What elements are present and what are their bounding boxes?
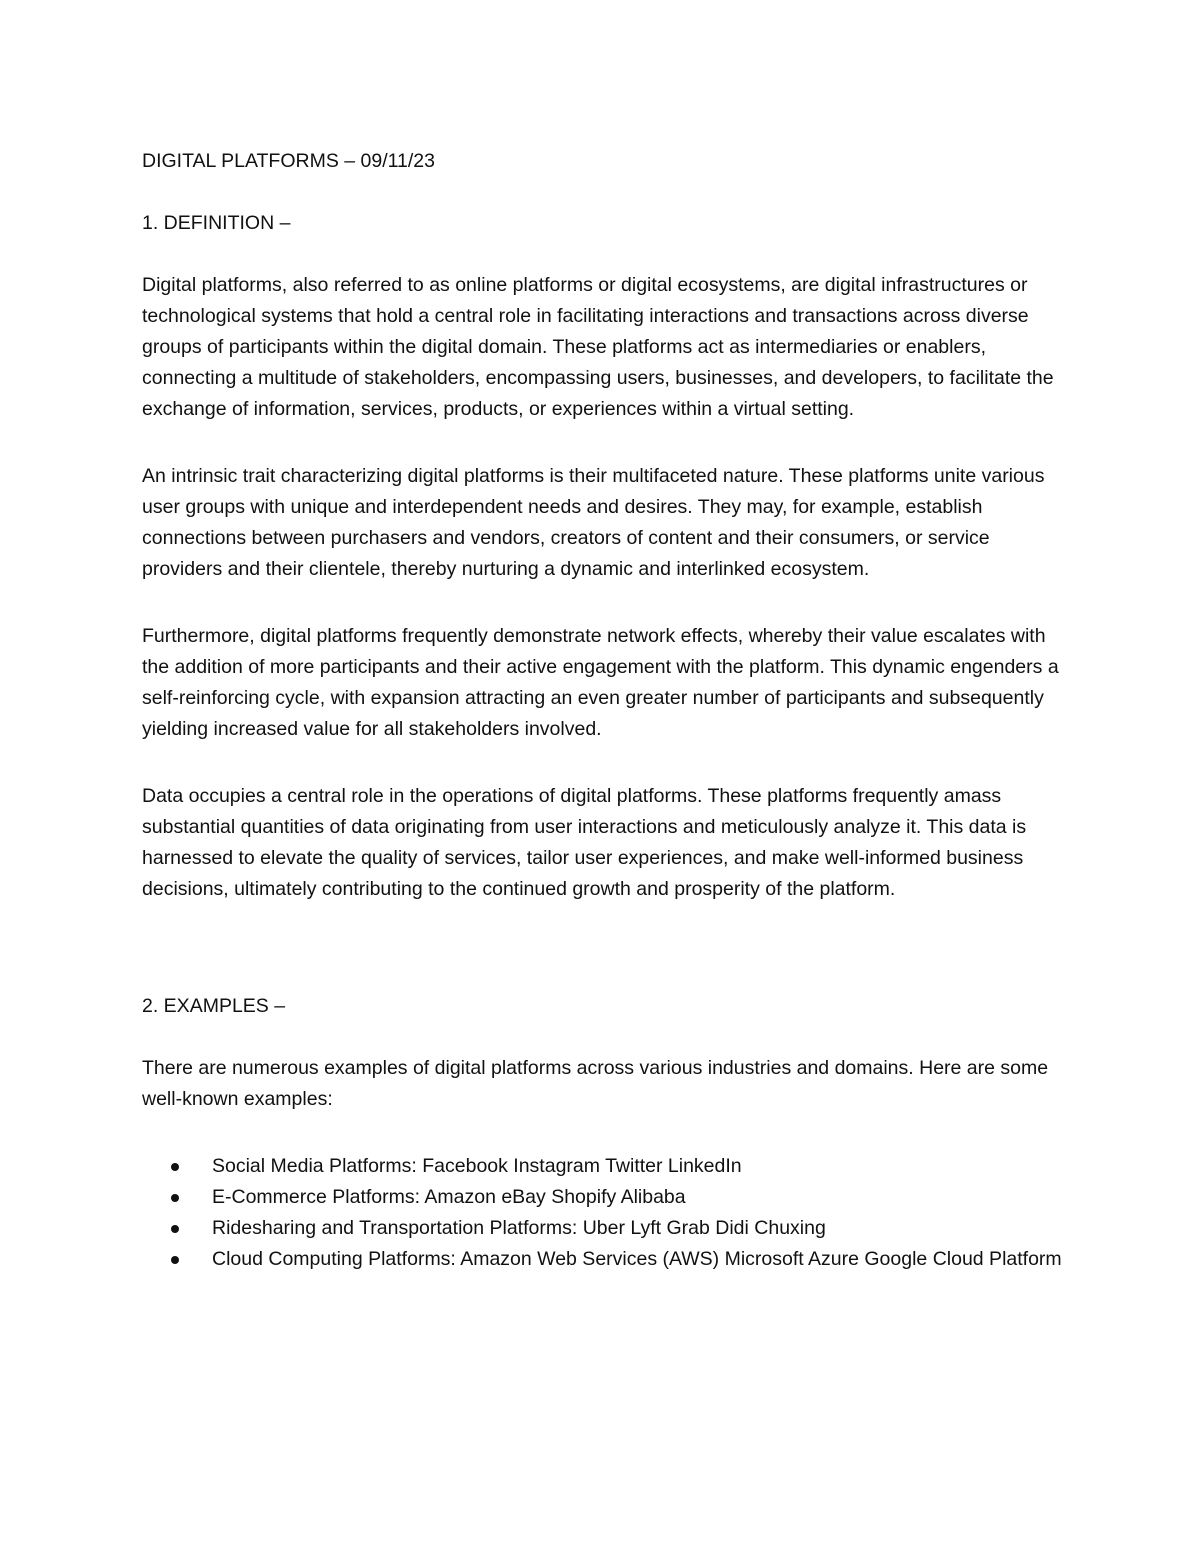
document-title: DIGITAL PLATFORMS – 09/11/23 (142, 150, 435, 172)
list-item-text: Cloud Computing Platforms: Amazon Web Services (AWS) Microsoft Azure Google Cloud Platform (212, 1248, 1062, 1270)
section-heading-examples: 2. EXAMPLES – (142, 995, 286, 1017)
list-item (212, 1182, 1062, 1213)
examples-bullet-list (142, 1151, 1062, 1275)
list-item (212, 1244, 1062, 1275)
bullet-icon (171, 1194, 179, 1202)
bullet-icon (171, 1225, 179, 1233)
list-item-text: Social Media Platforms: Facebook Instagram Twitter LinkedIn (212, 1155, 742, 1177)
list-item (212, 1151, 1062, 1182)
examples-intro-paragraph: There are numerous examples of digital platforms across various industries and domains. Here are some well-known examples: (142, 1057, 1049, 1110)
definition-paragraph-1: Digital platforms, also referred to as online platforms or digital ecosystems, are digital infrastructures or technological systems that hold a central role in facilitating interactions and transactions across diverse groups of participants within the digital domain. These platforms act as intermediaries or enablers, connecting a multitude of stakeholders, encompassing users, businesses, and developers, to facilitate the exchange of information, services, products, or experiences within a virtual setting. (142, 274, 1054, 420)
definition-paragraph-4: Data occupies a central role in the operations of digital platforms. These platforms frequently amass substantial quantities of data originating from user interactions and meticulously analyze it. This data is harnessed to elevate the quality of services, tailor user experiences, and make well-informed business decisions, ultimately contributing to the continued growth and prosperity of the platform. (142, 785, 1027, 900)
definition-paragraph-2: An intrinsic trait characterizing digital platforms is their multifaceted nature. These platforms unite various user groups with unique and interdependent needs and desires. They may, for example, establish connections between purchasers and vendors, creators of content and their consumers, or service providers and their clientele, thereby nurturing a dynamic and interlinked ecosystem. (142, 465, 1045, 580)
bullet-icon (171, 1163, 179, 1171)
definition-paragraph-3: Furthermore, digital platforms frequently demonstrate network effects, whereby their value escalates with the addition of more participants and their active engagement with the platform. This dynamic engenders a self-reinforcing cycle, with expansion attracting an even greater number of participants and subsequently yielding increased value for all stakeholders involved. (142, 625, 1059, 740)
list-item (212, 1213, 1062, 1244)
list-item-text: E-Commerce Platforms: Amazon eBay Shopify Alibaba (212, 1186, 686, 1208)
list-item-text: Ridesharing and Transportation Platforms: Uber Lyft Grab Didi Chuxing (212, 1217, 826, 1239)
document-body (142, 146, 1062, 1275)
section-heading-definition: 1. DEFINITION – (142, 212, 291, 234)
bullet-icon (171, 1256, 179, 1264)
